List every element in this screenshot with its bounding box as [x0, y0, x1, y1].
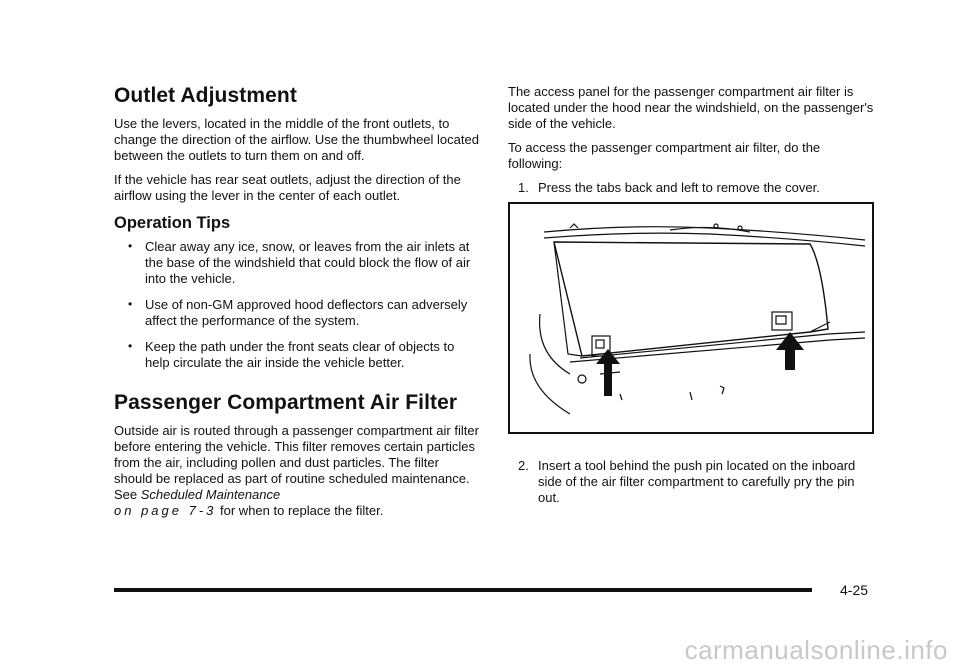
- paragraph-levers: Use the levers, located in the middle of the front outlets, to change the direction of the airflow. Use the thumbwheel located between the outlets to turn them on and off.: [114, 116, 479, 163]
- page-number: 4-25: [840, 582, 869, 598]
- paragraph-access-panel: The access panel for the passenger compartment air filter is located under the hood near the windshield, on the passenger's side of the vehicle.: [508, 84, 874, 131]
- heading-passenger-air-filter: Passenger Compartment Air Filter: [114, 391, 458, 414]
- right-column: [508, 84, 876, 204]
- heading-operation-tips: Operation Tips: [114, 214, 231, 232]
- steps-list: [508, 458, 876, 506]
- list-item: 1. Press the tabs back and left to remove the cover.: [518, 180, 820, 195]
- arrow-icon: [596, 332, 804, 396]
- bullet-icon: •: [128, 239, 133, 253]
- page-reference-link[interactable]: on page 7-3: [114, 503, 217, 518]
- watermark-text: carmanualsonline.info: [684, 635, 948, 665]
- air-filter-cover-illustration: [508, 202, 874, 434]
- tips-list: [114, 239, 480, 371]
- footer-rule: [114, 588, 812, 592]
- list-item: • Keep the path under the front seats clear of objects to help circulate the air inside the vehicle better.: [128, 339, 455, 370]
- left-column: [114, 84, 480, 527]
- list-item: 2. Insert a tool behind the push pin located on the inboard side of the air filter compartment to carefully pry the pin out.: [518, 458, 856, 505]
- bullet-icon: •: [128, 339, 133, 353]
- steps-list: [508, 180, 876, 196]
- cover-diagram: [510, 204, 872, 432]
- paragraph-air-filter: Outside air is routed through a passenger compartment air filter before entering the vehicle. This filter removes certain particles from the air, including pollen and dust particles. The filter should be replaced as part of routine scheduled maintenance. See Scheduled Maintenance on page 7-3 for when to replace the filter.: [114, 423, 479, 518]
- bullet-icon: •: [128, 297, 133, 311]
- list-item: • Clear away any ice, snow, or leaves from the air inlets at the base of the windshield that could block the flow of air into the vehicle.: [128, 239, 471, 286]
- paragraph-access-steps: To access the passenger compartment air filter, do the following:: [508, 140, 821, 171]
- paragraph-rear-outlets: If the vehicle has rear seat outlets, adjust the direction of the airflow using the lever in the center of each outlet.: [114, 172, 461, 203]
- list-item: • Use of non-GM approved hood deflectors can adversely affect the performance of the system.: [128, 297, 468, 328]
- heading-outlet-adjustment: Outlet Adjustment: [114, 84, 297, 107]
- scheduled-maintenance-link[interactable]: Scheduled Maintenance: [140, 487, 281, 502]
- step-two-block: [508, 458, 876, 514]
